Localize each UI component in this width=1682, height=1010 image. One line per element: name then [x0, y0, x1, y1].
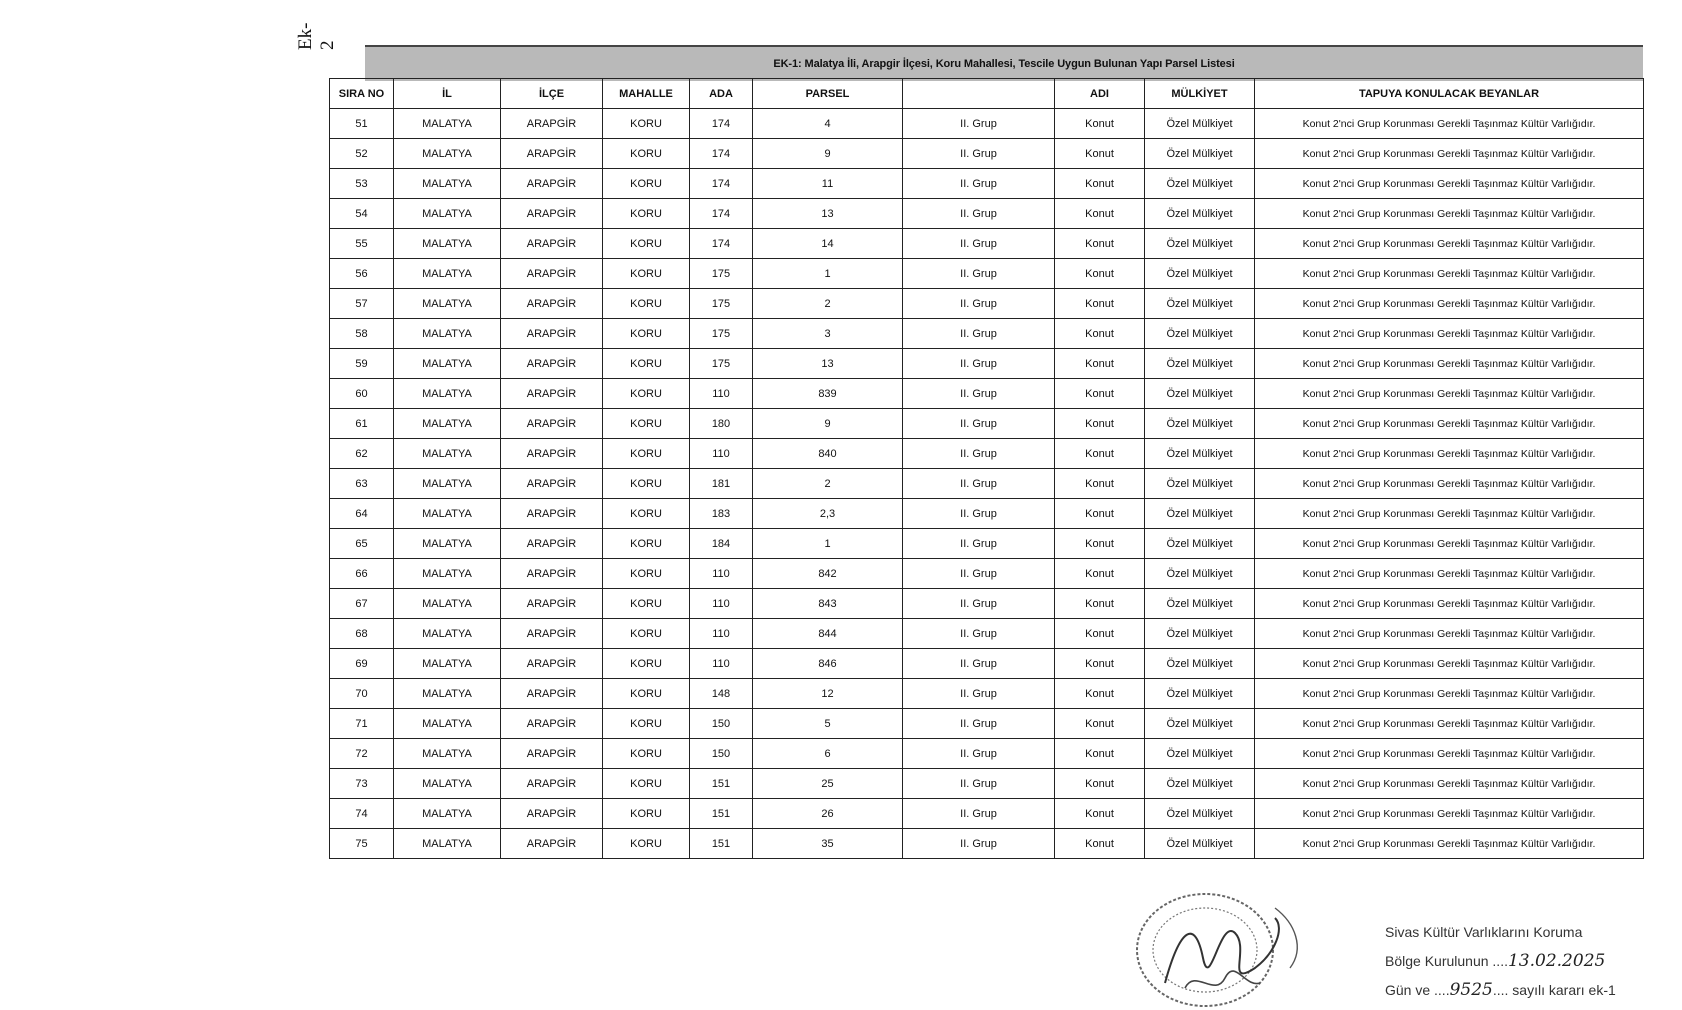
cell-parsel: 842 [753, 559, 903, 589]
col-ada: ADA [690, 79, 753, 109]
cell-beyan: Konut 2'nci Grup Korunması Gerekli Taşınmaz Kültür Varlığıdır. [1255, 499, 1644, 529]
col-grup [903, 79, 1055, 109]
table-row [330, 229, 1644, 259]
cell-parsel: 843 [753, 589, 903, 619]
cell-adi: Konut [1055, 799, 1145, 829]
cell-ilce: ARAPGİR [501, 349, 603, 379]
cell-mulkiyet: Özel Mülkiyet [1145, 319, 1255, 349]
cell-ilce: ARAPGİR [501, 769, 603, 799]
cell-adi: Konut [1055, 169, 1145, 199]
cell-mahalle: KORU [603, 109, 690, 139]
cell-mahalle: KORU [603, 169, 690, 199]
cell-il: MALATYA [394, 709, 501, 739]
cell-il: MALATYA [394, 259, 501, 289]
cell-mahalle: KORU [603, 799, 690, 829]
col-mahalle: MAHALLE [603, 79, 690, 109]
cell-ada: 181 [690, 469, 753, 499]
cell-mahalle: KORU [603, 139, 690, 169]
cell-mahalle: KORU [603, 409, 690, 439]
cell-parsel: 6 [753, 739, 903, 769]
cell-il: MALATYA [394, 319, 501, 349]
cell-mahalle: KORU [603, 709, 690, 739]
cell-il: MALATYA [394, 469, 501, 499]
cell-grup: II. Grup [903, 139, 1055, 169]
cell-beyan: Konut 2'nci Grup Korunması Gerekli Taşınmaz Kültür Varlığıdır. [1255, 379, 1644, 409]
cell-ada: 110 [690, 649, 753, 679]
col-il: İL [394, 79, 501, 109]
cell-ilce: ARAPGİR [501, 559, 603, 589]
col-parsel: PARSEL [753, 79, 903, 109]
cell-ilce: ARAPGİR [501, 679, 603, 709]
cell-parsel: 25 [753, 769, 903, 799]
cell-beyan: Konut 2'nci Grup Korunması Gerekli Taşınmaz Kültür Varlığıdır. [1255, 679, 1644, 709]
cell-ilce: ARAPGİR [501, 649, 603, 679]
cell-il: MALATYA [394, 409, 501, 439]
cell-ada: 175 [690, 259, 753, 289]
cell-mulkiyet: Özel Mülkiyet [1145, 589, 1255, 619]
cell-ilce: ARAPGİR [501, 589, 603, 619]
cell-adi: Konut [1055, 469, 1145, 499]
table-row [330, 139, 1644, 169]
cell-ada: 110 [690, 379, 753, 409]
cell-il: MALATYA [394, 199, 501, 229]
col-ilce: İLÇE [501, 79, 603, 109]
cell-beyan: Konut 2'nci Grup Korunması Gerekli Taşınmaz Kültür Varlığıdır. [1255, 199, 1644, 229]
cell-grup: II. Grup [903, 529, 1055, 559]
cell-ilce: ARAPGİR [501, 529, 603, 559]
table-row [330, 529, 1644, 559]
cell-ilce: ARAPGİR [501, 139, 603, 169]
cell-sira-no: 58 [330, 319, 394, 349]
cell-grup: II. Grup [903, 589, 1055, 619]
cell-beyan: Konut 2'nci Grup Korunması Gerekli Taşınmaz Kültür Varlığıdır. [1255, 829, 1644, 859]
number-line: Gün ve ....9525.... sayılı kararı ek-1 [1385, 980, 1616, 1000]
table-row [330, 799, 1644, 829]
cell-ilce: ARAPGİR [501, 379, 603, 409]
table-row [330, 109, 1644, 139]
cell-beyan: Konut 2'nci Grup Korunması Gerekli Taşınmaz Kültür Varlığıdır. [1255, 619, 1644, 649]
cell-adi: Konut [1055, 709, 1145, 739]
cell-mahalle: KORU [603, 679, 690, 709]
cell-sira-no: 72 [330, 739, 394, 769]
cell-adi: Konut [1055, 619, 1145, 649]
cell-mulkiyet: Özel Mülkiyet [1145, 349, 1255, 379]
cell-mahalle: KORU [603, 559, 690, 589]
cell-grup: II. Grup [903, 409, 1055, 439]
cell-adi: Konut [1055, 289, 1145, 319]
cell-il: MALATYA [394, 829, 501, 859]
decision-date: 13.02.2025 [1507, 951, 1606, 971]
cell-beyan: Konut 2'nci Grup Korunması Gerekli Taşınmaz Kültür Varlığıdır. [1255, 109, 1644, 139]
cell-parsel: 2,3 [753, 499, 903, 529]
table-row [330, 829, 1644, 859]
cell-il: MALATYA [394, 169, 501, 199]
cell-sira-no: 53 [330, 169, 394, 199]
cell-parsel: 3 [753, 319, 903, 349]
table-row [330, 769, 1644, 799]
cell-parsel: 1 [753, 259, 903, 289]
cell-grup: II. Grup [903, 649, 1055, 679]
cell-parsel: 12 [753, 679, 903, 709]
table-row [330, 409, 1644, 439]
cell-adi: Konut [1055, 259, 1145, 289]
cell-beyan: Konut 2'nci Grup Korunması Gerekli Taşınmaz Kültür Varlığıdır. [1255, 349, 1644, 379]
table-row [330, 499, 1644, 529]
cell-ilce: ARAPGİR [501, 439, 603, 469]
cell-mulkiyet: Özel Mülkiyet [1145, 709, 1255, 739]
cell-ada: 148 [690, 679, 753, 709]
parcel-table [329, 78, 1644, 859]
cell-beyan: Konut 2'nci Grup Korunması Gerekli Taşınmaz Kültür Varlığıdır. [1255, 319, 1644, 349]
cell-parsel: 9 [753, 139, 903, 169]
decision-number: 9525 [1449, 980, 1493, 1000]
cell-beyan: Konut 2'nci Grup Korunması Gerekli Taşınmaz Kültür Varlığıdır. [1255, 439, 1644, 469]
cell-mahalle: KORU [603, 199, 690, 229]
cell-ada: 174 [690, 169, 753, 199]
table-row [330, 649, 1644, 679]
cell-parsel: 26 [753, 799, 903, 829]
cell-mulkiyet: Özel Mülkiyet [1145, 619, 1255, 649]
cell-parsel: 844 [753, 619, 903, 649]
cell-mulkiyet: Özel Mülkiyet [1145, 799, 1255, 829]
date-line: Bölge Kurulunun ....13.02.2025 [1385, 951, 1606, 971]
cell-il: MALATYA [394, 769, 501, 799]
col-beyanlar: TAPUYA KONULACAK BEYANLAR [1255, 79, 1644, 109]
cell-mulkiyet: Özel Mülkiyet [1145, 649, 1255, 679]
table-row [330, 589, 1644, 619]
cell-sira-no: 74 [330, 799, 394, 829]
cell-il: MALATYA [394, 439, 501, 469]
cell-ilce: ARAPGİR [501, 109, 603, 139]
cell-il: MALATYA [394, 229, 501, 259]
cell-grup: II. Grup [903, 199, 1055, 229]
table-row [330, 679, 1644, 709]
cell-grup: II. Grup [903, 169, 1055, 199]
cell-ilce: ARAPGİR [501, 799, 603, 829]
cell-mahalle: KORU [603, 469, 690, 499]
cell-il: MALATYA [394, 739, 501, 769]
cell-adi: Konut [1055, 139, 1145, 169]
cell-il: MALATYA [394, 499, 501, 529]
cell-beyan: Konut 2'nci Grup Korunması Gerekli Taşınmaz Kültür Varlığıdır. [1255, 529, 1644, 559]
cell-ilce: ARAPGİR [501, 619, 603, 649]
cell-beyan: Konut 2'nci Grup Korunması Gerekli Taşınmaz Kültür Varlığıdır. [1255, 799, 1644, 829]
cell-adi: Konut [1055, 199, 1145, 229]
cell-mulkiyet: Özel Mülkiyet [1145, 439, 1255, 469]
cell-ilce: ARAPGİR [501, 469, 603, 499]
cell-mulkiyet: Özel Mülkiyet [1145, 409, 1255, 439]
cell-sira-no: 67 [330, 589, 394, 619]
cell-beyan: Konut 2'nci Grup Korunması Gerekli Taşınmaz Kültür Varlığıdır. [1255, 169, 1644, 199]
cell-ada: 183 [690, 499, 753, 529]
cell-ilce: ARAPGİR [501, 709, 603, 739]
cell-sira-no: 54 [330, 199, 394, 229]
cell-mulkiyet: Özel Mülkiyet [1145, 529, 1255, 559]
cell-mulkiyet: Özel Mülkiyet [1145, 499, 1255, 529]
cell-mahalle: KORU [603, 499, 690, 529]
table-row [330, 349, 1644, 379]
cell-adi: Konut [1055, 379, 1145, 409]
cell-il: MALATYA [394, 559, 501, 589]
cell-ilce: ARAPGİR [501, 229, 603, 259]
cell-ilce: ARAPGİR [501, 199, 603, 229]
document-title: EK-1: Malatya İli, Arapgir İlçesi, Koru Mahallesi, Tescile Uygun Bulunan Yapı Parsel Listesi [365, 45, 1643, 81]
cell-sira-no: 59 [330, 349, 394, 379]
cell-ilce: ARAPGİR [501, 169, 603, 199]
cell-adi: Konut [1055, 229, 1145, 259]
cell-mahalle: KORU [603, 229, 690, 259]
cell-grup: II. Grup [903, 439, 1055, 469]
cell-beyan: Konut 2'nci Grup Korunması Gerekli Taşınmaz Kültür Varlığıdır. [1255, 709, 1644, 739]
cell-mulkiyet: Özel Mülkiyet [1145, 469, 1255, 499]
cell-mulkiyet: Özel Mülkiyet [1145, 169, 1255, 199]
cell-il: MALATYA [394, 679, 501, 709]
cell-il: MALATYA [394, 379, 501, 409]
cell-parsel: 13 [753, 349, 903, 379]
cell-mahalle: KORU [603, 649, 690, 679]
cell-ilce: ARAPGİR [501, 319, 603, 349]
table-row [330, 319, 1644, 349]
cell-il: MALATYA [394, 109, 501, 139]
board-line: Sivas Kültür Varlıklarını Koruma [1385, 924, 1583, 940]
cell-sira-no: 55 [330, 229, 394, 259]
cell-beyan: Konut 2'nci Grup Korunması Gerekli Taşınmaz Kültür Varlığıdır. [1255, 289, 1644, 319]
cell-parsel: 11 [753, 169, 903, 199]
cell-adi: Konut [1055, 559, 1145, 589]
cell-adi: Konut [1055, 589, 1145, 619]
cell-sira-no: 66 [330, 559, 394, 589]
cell-grup: II. Grup [903, 679, 1055, 709]
table-row [330, 259, 1644, 289]
cell-adi: Konut [1055, 349, 1145, 379]
cell-sira-no: 62 [330, 439, 394, 469]
cell-grup: II. Grup [903, 799, 1055, 829]
cell-beyan: Konut 2'nci Grup Korunması Gerekli Taşınmaz Kültür Varlığıdır. [1255, 409, 1644, 439]
cell-ada: 151 [690, 799, 753, 829]
cell-sira-no: 71 [330, 709, 394, 739]
cell-mulkiyet: Özel Mülkiyet [1145, 139, 1255, 169]
cell-il: MALATYA [394, 589, 501, 619]
cell-mulkiyet: Özel Mülkiyet [1145, 829, 1255, 859]
cell-ada: 184 [690, 529, 753, 559]
cell-parsel: 14 [753, 229, 903, 259]
cell-ada: 110 [690, 439, 753, 469]
cell-sira-no: 57 [330, 289, 394, 319]
cell-beyan: Konut 2'nci Grup Korunması Gerekli Taşınmaz Kültür Varlığıdır. [1255, 229, 1644, 259]
cell-sira-no: 63 [330, 469, 394, 499]
cell-mulkiyet: Özel Mülkiyet [1145, 199, 1255, 229]
cell-mahalle: KORU [603, 529, 690, 559]
table-row [330, 199, 1644, 229]
cell-mahalle: KORU [603, 289, 690, 319]
table-header-row [330, 79, 1644, 109]
cell-sira-no: 51 [330, 109, 394, 139]
table-row [330, 469, 1644, 499]
col-mulkiyet: MÜLKİYET [1145, 79, 1255, 109]
cell-beyan: Konut 2'nci Grup Korunması Gerekli Taşınmaz Kültür Varlığıdır. [1255, 469, 1644, 499]
cell-ada: 174 [690, 199, 753, 229]
cell-mahalle: KORU [603, 439, 690, 469]
cell-mulkiyet: Özel Mülkiyet [1145, 259, 1255, 289]
cell-ilce: ARAPGİR [501, 409, 603, 439]
cell-ada: 174 [690, 139, 753, 169]
cell-il: MALATYA [394, 289, 501, 319]
cell-ada: 110 [690, 619, 753, 649]
table-row [330, 559, 1644, 589]
cell-mahalle: KORU [603, 619, 690, 649]
cell-ada: 151 [690, 769, 753, 799]
cell-grup: II. Grup [903, 499, 1055, 529]
cell-grup: II. Grup [903, 769, 1055, 799]
cell-mulkiyet: Özel Mülkiyet [1145, 109, 1255, 139]
cell-beyan: Konut 2'nci Grup Korunması Gerekli Taşınmaz Kültür Varlığıdır. [1255, 649, 1644, 679]
cell-mahalle: KORU [603, 349, 690, 379]
cell-sira-no: 75 [330, 829, 394, 859]
table-row [330, 169, 1644, 199]
cell-ada: 175 [690, 319, 753, 349]
cell-beyan: Konut 2'nci Grup Korunması Gerekli Taşınmaz Kültür Varlığıdır. [1255, 589, 1644, 619]
cell-ilce: ARAPGİR [501, 829, 603, 859]
cell-mahalle: KORU [603, 589, 690, 619]
cell-adi: Konut [1055, 499, 1145, 529]
cell-adi: Konut [1055, 649, 1145, 679]
cell-parsel: 840 [753, 439, 903, 469]
cell-grup: II. Grup [903, 559, 1055, 589]
table-row [330, 619, 1644, 649]
cell-ilce: ARAPGİR [501, 499, 603, 529]
official-seal-and-signature [1125, 888, 1340, 1010]
cell-parsel: 1 [753, 529, 903, 559]
cell-adi: Konut [1055, 319, 1145, 349]
cell-mulkiyet: Özel Mülkiyet [1145, 559, 1255, 589]
cell-adi: Konut [1055, 769, 1145, 799]
cell-mulkiyet: Özel Mülkiyet [1145, 289, 1255, 319]
cell-sira-no: 60 [330, 379, 394, 409]
cell-sira-no: 65 [330, 529, 394, 559]
table-row [330, 379, 1644, 409]
cell-adi: Konut [1055, 409, 1145, 439]
cell-mahalle: KORU [603, 769, 690, 799]
cell-mulkiyet: Özel Mülkiyet [1145, 679, 1255, 709]
cell-grup: II. Grup [903, 739, 1055, 769]
cell-parsel: 2 [753, 289, 903, 319]
cell-ada: 150 [690, 709, 753, 739]
cell-sira-no: 70 [330, 679, 394, 709]
cell-sira-no: 69 [330, 649, 394, 679]
cell-sira-no: 68 [330, 619, 394, 649]
table-row [330, 739, 1644, 769]
cell-grup: II. Grup [903, 619, 1055, 649]
cell-adi: Konut [1055, 679, 1145, 709]
cell-mahalle: KORU [603, 829, 690, 859]
cell-ada: 174 [690, 229, 753, 259]
table-row [330, 439, 1644, 469]
cell-sira-no: 61 [330, 409, 394, 439]
cell-parsel: 35 [753, 829, 903, 859]
cell-il: MALATYA [394, 529, 501, 559]
cell-il: MALATYA [394, 349, 501, 379]
cell-grup: II. Grup [903, 349, 1055, 379]
cell-ada: 110 [690, 589, 753, 619]
cell-parsel: 9 [753, 409, 903, 439]
cell-ada: 110 [690, 559, 753, 589]
cell-grup: II. Grup [903, 109, 1055, 139]
cell-grup: II. Grup [903, 259, 1055, 289]
cell-parsel: 839 [753, 379, 903, 409]
cell-mahalle: KORU [603, 739, 690, 769]
cell-grup: II. Grup [903, 709, 1055, 739]
col-adi: ADI [1055, 79, 1145, 109]
cell-ilce: ARAPGİR [501, 289, 603, 319]
cell-grup: II. Grup [903, 469, 1055, 499]
cell-mulkiyet: Özel Mülkiyet [1145, 769, 1255, 799]
cell-parsel: 846 [753, 649, 903, 679]
col-sira-no: SIRA NO [330, 79, 394, 109]
table-row [330, 289, 1644, 319]
cell-mulkiyet: Özel Mülkiyet [1145, 739, 1255, 769]
cell-beyan: Konut 2'nci Grup Korunması Gerekli Taşınmaz Kültür Varlığıdır. [1255, 769, 1644, 799]
cell-grup: II. Grup [903, 319, 1055, 349]
cell-parsel: 5 [753, 709, 903, 739]
cell-beyan: Konut 2'nci Grup Korunması Gerekli Taşınmaz Kültür Varlığıdır. [1255, 259, 1644, 289]
table-row [330, 709, 1644, 739]
cell-adi: Konut [1055, 829, 1145, 859]
cell-il: MALATYA [394, 139, 501, 169]
cell-mahalle: KORU [603, 259, 690, 289]
cell-ada: 180 [690, 409, 753, 439]
cell-il: MALATYA [394, 619, 501, 649]
cell-ada: 175 [690, 289, 753, 319]
cell-beyan: Konut 2'nci Grup Korunması Gerekli Taşınmaz Kültür Varlığıdır. [1255, 739, 1644, 769]
cell-il: MALATYA [394, 799, 501, 829]
cell-mulkiyet: Özel Mülkiyet [1145, 229, 1255, 259]
cell-grup: II. Grup [903, 379, 1055, 409]
cell-parsel: 13 [753, 199, 903, 229]
cell-mahalle: KORU [603, 319, 690, 349]
cell-adi: Konut [1055, 739, 1145, 769]
cell-ilce: ARAPGİR [501, 259, 603, 289]
cell-mulkiyet: Özel Mülkiyet [1145, 379, 1255, 409]
table-body [330, 109, 1644, 859]
cell-parsel: 2 [753, 469, 903, 499]
cell-ada: 150 [690, 739, 753, 769]
cell-beyan: Konut 2'nci Grup Korunması Gerekli Taşınmaz Kültür Varlığıdır. [1255, 139, 1644, 169]
cell-ada: 174 [690, 109, 753, 139]
cell-sira-no: 56 [330, 259, 394, 289]
cell-ada: 175 [690, 349, 753, 379]
cell-adi: Konut [1055, 529, 1145, 559]
cell-sira-no: 64 [330, 499, 394, 529]
cell-grup: II. Grup [903, 289, 1055, 319]
cell-mahalle: KORU [603, 379, 690, 409]
annex-label: Ek-2 [295, 22, 338, 50]
cell-sira-no: 73 [330, 769, 394, 799]
cell-beyan: Konut 2'nci Grup Korunması Gerekli Taşınmaz Kültür Varlığıdır. [1255, 559, 1644, 589]
cell-adi: Konut [1055, 439, 1145, 469]
board-decision-note [1385, 918, 1645, 1005]
cell-adi: Konut [1055, 109, 1145, 139]
cell-parsel: 4 [753, 109, 903, 139]
cell-ada: 151 [690, 829, 753, 859]
cell-grup: II. Grup [903, 229, 1055, 259]
cell-grup: II. Grup [903, 829, 1055, 859]
cell-il: MALATYA [394, 649, 501, 679]
cell-sira-no: 52 [330, 139, 394, 169]
cell-ilce: ARAPGİR [501, 739, 603, 769]
